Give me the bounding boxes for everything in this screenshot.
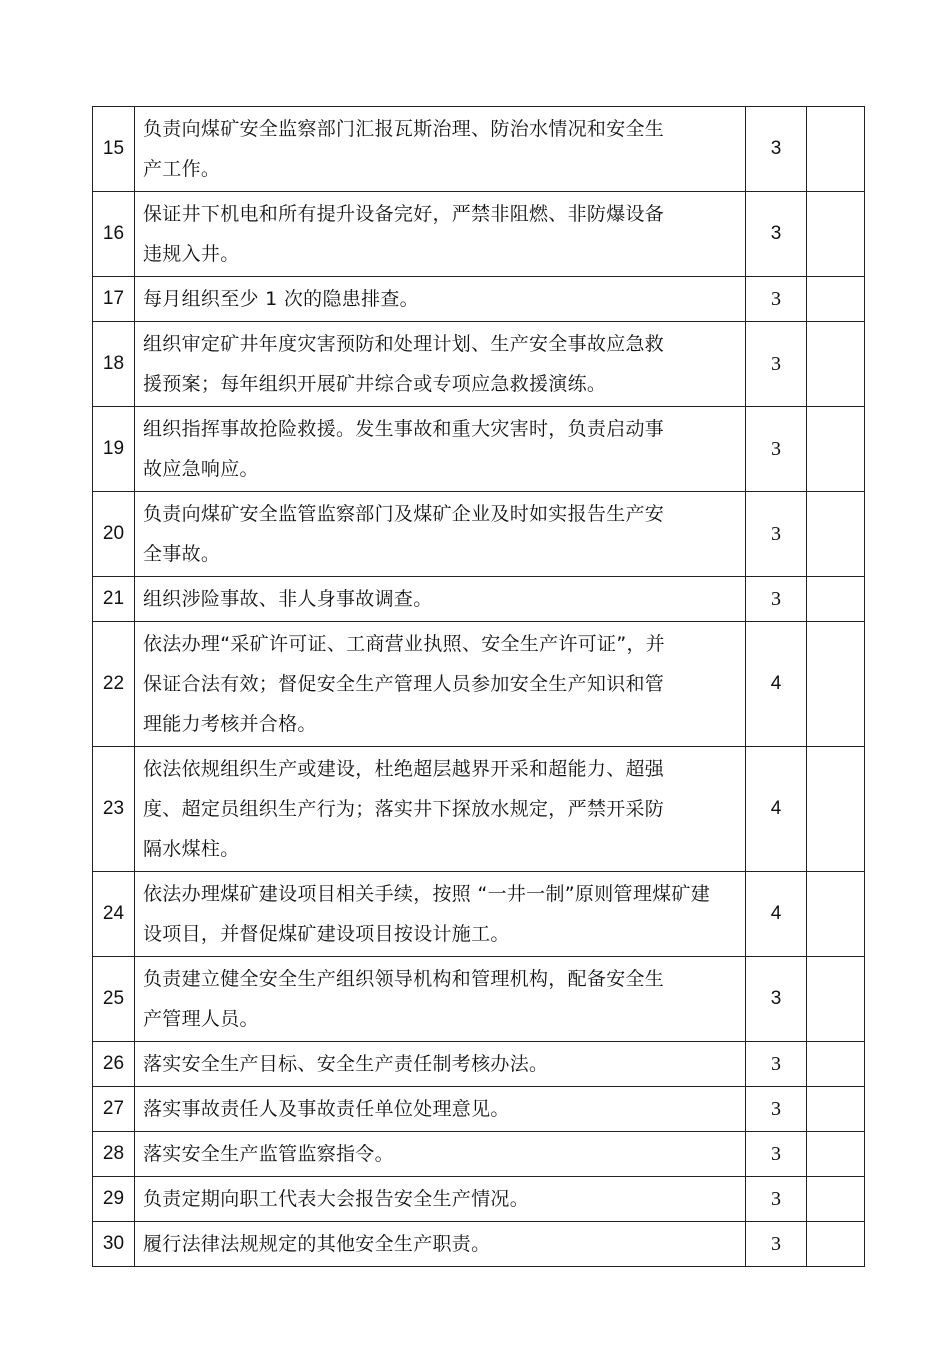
row-blank-cell [807, 577, 865, 622]
row-blank-cell [807, 107, 865, 192]
table-row [93, 1222, 865, 1267]
table-row [93, 107, 865, 192]
table-row [93, 872, 865, 957]
row-score: 4 [746, 622, 807, 747]
row-number: 18 [93, 322, 135, 407]
row-description [135, 872, 746, 957]
row-description [135, 277, 746, 322]
row-description-text: 依法办理“采矿许可证、工商营业执照、安全生产许可证”，并保证合法有效；督促安全生产管理人员参加安全生产知识和管理能力考核并合格。 [143, 633, 666, 735]
row-description [135, 1087, 746, 1132]
table-row [93, 492, 865, 577]
row-score: 3 [746, 957, 807, 1042]
table-row [93, 1132, 865, 1177]
row-blank-cell [807, 1132, 865, 1177]
row-description [135, 407, 746, 492]
row-blank-cell [807, 957, 865, 1042]
row-blank-cell [807, 322, 865, 407]
row-blank-cell [807, 872, 865, 957]
row-number: 28 [93, 1132, 135, 1177]
row-blank-cell [807, 1087, 865, 1132]
row-score: 3 [746, 192, 807, 277]
row-score: 3 [746, 407, 807, 492]
table-row [93, 192, 865, 277]
row-description [135, 192, 746, 277]
row-number: 25 [93, 957, 135, 1042]
row-description-text: 负责定期向职工代表大会报告安全生产情况。 [143, 1188, 530, 1210]
row-description-text: 落实事故责任人及事故责任单位处理意见。 [143, 1098, 510, 1120]
responsibility-table [92, 106, 865, 1267]
row-number: 15 [93, 107, 135, 192]
row-score: 3 [746, 1087, 807, 1132]
row-blank-cell [807, 277, 865, 322]
table-row [93, 1177, 865, 1222]
row-description-text: 负责向煤矿安全监察部门汇报瓦斯治理、防治水情况和安全生产工作。 [143, 118, 665, 180]
row-blank-cell [807, 622, 865, 747]
row-description [135, 577, 746, 622]
row-description-text: 依法依规组织生产或建设，杜绝超层越界开采和超能力、超强度、超定员组织生产行为；落实井下探放水规定，严禁开采防隔水煤柱。 [143, 758, 665, 860]
table-row [93, 1042, 865, 1087]
row-description [135, 622, 746, 747]
row-blank-cell [807, 192, 865, 277]
table-row [93, 622, 865, 747]
row-score: 3 [746, 577, 807, 622]
table-row [93, 407, 865, 492]
row-description [135, 492, 746, 577]
row-description-text: 依法办理煤矿建设项目相关手续，按照 “一井一制”原则管理煤矿建设项目，并督促煤矿建设项目按设计施工。 [143, 883, 711, 945]
row-blank-cell [807, 1042, 865, 1087]
row-number: 22 [93, 622, 135, 747]
table-row [93, 957, 865, 1042]
row-description-text: 落实安全生产监管监察指令。 [143, 1143, 394, 1165]
row-description [135, 107, 746, 192]
row-description-text: 负责向煤矿安全监管监察部门及煤矿企业及时如实报告生产安全事故。 [143, 503, 665, 565]
row-description [135, 1042, 746, 1087]
row-number: 24 [93, 872, 135, 957]
row-description [135, 1132, 746, 1177]
row-description [135, 1177, 746, 1222]
row-description [135, 1222, 746, 1267]
row-description [135, 957, 746, 1042]
row-blank-cell [807, 407, 865, 492]
row-blank-cell [807, 1177, 865, 1222]
row-description-text: 组织涉险事故、非人身事故调查。 [143, 588, 433, 610]
row-description-text: 组织审定矿井年度灾害预防和处理计划、生产安全事故应急救援预案；每年组织开展矿井综合或专项应急救援演练。 [143, 333, 665, 395]
row-number: 29 [93, 1177, 135, 1222]
row-description-text: 每月组织至少 1 次的隐患排查。 [143, 288, 419, 310]
table-row [93, 277, 865, 322]
row-number: 19 [93, 407, 135, 492]
row-number: 21 [93, 577, 135, 622]
row-blank-cell [807, 1222, 865, 1267]
row-description-text: 负责建立健全安全生产组织领导机构和管理机构，配备安全生产管理人员。 [143, 968, 665, 1030]
row-description-text: 组织指挥事故抢险救援。发生事故和重大灾害时，负责启动事故应急响应。 [143, 418, 665, 480]
row-score: 3 [746, 322, 807, 407]
row-score: 3 [746, 1042, 807, 1087]
row-description-text: 落实安全生产目标、安全生产责任制考核办法。 [143, 1053, 549, 1075]
row-score: 3 [746, 107, 807, 192]
row-description [135, 747, 746, 872]
row-number: 23 [93, 747, 135, 872]
row-description-text: 履行法律法规规定的其他安全生产职责。 [143, 1233, 491, 1255]
row-number: 30 [93, 1222, 135, 1267]
row-blank-cell [807, 747, 865, 872]
row-number: 20 [93, 492, 135, 577]
row-description [135, 322, 746, 407]
row-number: 17 [93, 277, 135, 322]
row-score: 3 [746, 1177, 807, 1222]
row-score: 3 [746, 1222, 807, 1267]
row-description-text: 保证井下机电和所有提升设备完好，严禁非阻燃、非防爆设备违规入井。 [143, 203, 665, 265]
row-score: 3 [746, 277, 807, 322]
row-number: 16 [93, 192, 135, 277]
row-blank-cell [807, 492, 865, 577]
table-row [93, 747, 865, 872]
row-number: 27 [93, 1087, 135, 1132]
table-row [93, 1087, 865, 1132]
row-score: 4 [746, 747, 807, 872]
row-score: 4 [746, 872, 807, 957]
table-row [93, 577, 865, 622]
row-score: 3 [746, 1132, 807, 1177]
row-score: 3 [746, 492, 807, 577]
row-number: 26 [93, 1042, 135, 1087]
table-row [93, 322, 865, 407]
